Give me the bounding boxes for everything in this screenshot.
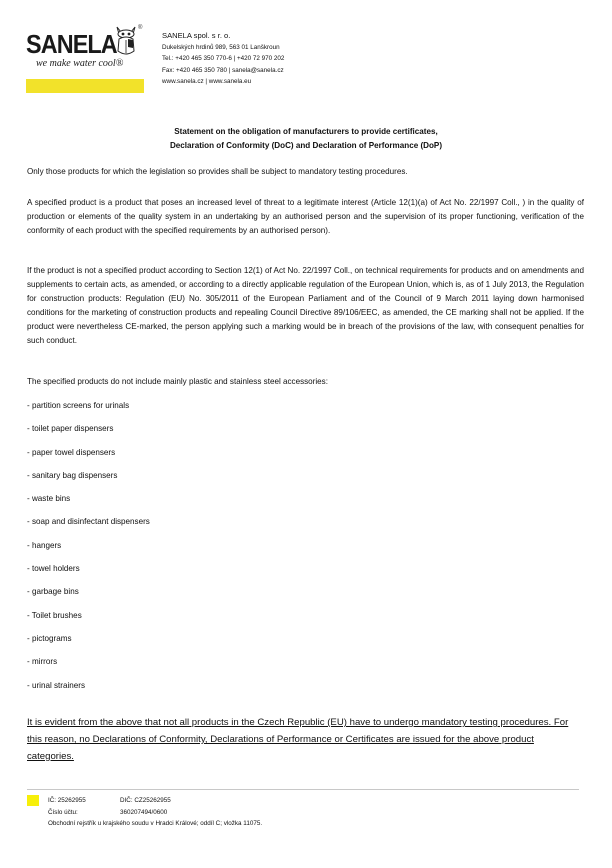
company-contact-block (162, 30, 284, 87)
list-item: - pictograms (27, 633, 72, 643)
paragraph-mandatory-testing: Only those products for which the legislation so provides shall be subject to mandatory testing procedures. (27, 167, 408, 176)
footer-company-ids (48, 795, 262, 830)
list-item: - partition screens for urinals (27, 401, 130, 410)
logo-tagline: we make water cool® (36, 58, 124, 69)
title-line-1: Statement on the obligation of manufacturers to provide certificates, (174, 127, 438, 136)
company-fax-email: Fax: +420 465 350 780 | sanela@sanela.cz (162, 66, 284, 74)
company-name: SANELA spol. s r. o. (162, 31, 231, 40)
account-number: 360207494/0600 (120, 808, 168, 816)
document-title (60, 125, 552, 152)
account-label: Číslo účtu: (48, 808, 78, 816)
company-address: Dukelských hrdinů 989, 563 01 Lanškroun (162, 44, 280, 51)
title-line-2: Declaration of Conformity (DoC) and Declaration of Performance (DoP) (169, 140, 443, 150)
registered-mark: ® (138, 25, 143, 31)
paragraph-specified-product: A specified product is a product that poses an increased level of threat to a legitimate interest (Article 12(1)(a) of Act No. 22/1997 Coll., ) in the quality of production or elements of the quality system in an undertaking by an authorised person and the supervision of its proper functioning, verification of the conformity of each product with the specified requirements by an authorised person). (27, 198, 584, 235)
list-item: - Toilet brushes (27, 610, 82, 620)
company-ic: IČ: 25262955 (48, 797, 86, 804)
list-intro: The specified products do not include mainly plastic and stainless steel accessories: (27, 377, 328, 386)
list-item: - urinal strainers (27, 680, 86, 690)
list-item: - toilet paper dispensers (27, 424, 114, 434)
list-item: - paper towel dispensers (27, 447, 116, 457)
footer-yellow-square (27, 795, 39, 806)
conclusion-statement: It is evident from the above that not all products in the Czech Republic (EU) have to undergo mandatory testing procedures. For this reason, no Declarations of Conformity, Declarations of Performance or Certificates are issued for the above product categories. (27, 717, 569, 762)
company-web: www.sanela.cz | www.sanela.eu (162, 77, 252, 85)
company-phone: Tel.: +420 465 350 770-6 | +420 72 970 202 (162, 55, 285, 63)
list-item: - soap and disinfectant dispensers (27, 517, 150, 527)
logo-wordmark: SANELA (26, 29, 117, 59)
sanela-logo (26, 25, 144, 93)
company-dic: DIČ: CZ25262955 (120, 797, 171, 804)
list-item: - sanitary bag dispensers (27, 470, 118, 480)
list-item: - garbage bins (27, 587, 79, 597)
excluded-products-list (27, 399, 150, 702)
logo-yellow-bar (26, 79, 144, 93)
paragraph-ce-marking: If the product is not a specified product according to Section 12(1) of Act No. 22/1997 Coll., on technical requirements for products and on amendments and supplements to certain acts, as amended, or according to a directly applicable regulation of the European Union, which is, as of 1 July 2013, the Regulation for construction products: Regulation (EU) No. 305/2011 of the European Parliament and of the Council of 9 March 2011 laying down harmonised conditions for the marketing of construction products and repealing Council Directive 89/106/EEC, as amended, the CE marking shall not be applied. If the product were nevertheless CE-marked, the person applying such a marking would be in breach of the provisions of the law, with consequent penalties for such conduct. (27, 266, 584, 345)
commercial-registry: Obchodní rejstřík u krajského soudu v Hradci Králové; oddíl C; vložka 11075. (48, 820, 263, 827)
list-item: - hangers (27, 540, 62, 550)
footer-divider (27, 789, 579, 790)
list-item: - towel holders (27, 564, 80, 574)
list-item: - waste bins (27, 494, 71, 504)
raccoon-mascot-icon (114, 25, 138, 57)
list-item: - mirrors (27, 657, 58, 667)
